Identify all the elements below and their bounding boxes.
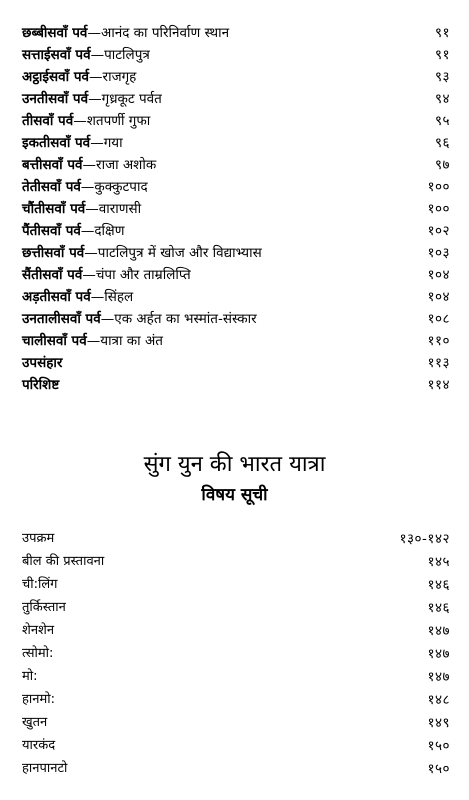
toc-entry	[22, 352, 450, 374]
toc-entry-subtitle: —शतपर्णी गुफा	[73, 113, 151, 129]
toc-entry-heading: सैंतीसवाँ पर्व	[22, 267, 83, 283]
toc-entry-heading: उनतालीसवाँ पर्व	[22, 311, 101, 327]
toc-entry	[22, 22, 450, 44]
toc-entry-heading: अड़तीसवाँ पर्व	[22, 289, 91, 305]
toc-entry	[22, 242, 450, 264]
toc-entry-title	[22, 286, 133, 308]
toc-entry	[22, 712, 450, 734]
toc-entry	[22, 758, 450, 780]
toc-entry-page: ९४	[434, 91, 450, 107]
toc-entry-title	[22, 44, 150, 66]
toc-entry-page: ११०	[427, 333, 450, 349]
toc-entry-title	[22, 330, 163, 352]
toc-entry-subtitle: —आनंद का परिनिर्वाण स्थान	[87, 25, 230, 41]
toc-entry-page: १०३	[427, 245, 450, 261]
toc-entry-subtitle: —कुक्कुटपाद	[80, 179, 148, 195]
toc-entry-page: ९१	[434, 47, 450, 63]
toc-entry	[22, 666, 450, 688]
toc-entry	[22, 330, 450, 352]
toc-entry-page: १०४	[427, 267, 450, 283]
toc-entry-heading: अट्ठाईसवाँ पर्व	[22, 69, 90, 85]
toc-entry	[22, 643, 450, 665]
toc-entry-page: ९३	[434, 69, 450, 85]
toc-entry-heading: छत्तीसवाँ पर्व	[22, 245, 85, 261]
toc-entry-title	[22, 88, 162, 110]
toc-entry-page: ११३	[427, 355, 450, 371]
toc-entry-title	[22, 308, 257, 330]
section-subheading: विषय सूची	[201, 485, 268, 505]
toc-entry-title	[22, 352, 62, 374]
toc-entry	[22, 551, 450, 573]
toc-entry	[22, 374, 450, 396]
toc-entry-page: १५०	[427, 738, 450, 754]
toc-entry-page: १०४	[427, 289, 450, 305]
toc-entry-heading: परिशिष्ट	[22, 377, 60, 393]
toc-entry	[22, 528, 450, 550]
toc-entry-subtitle: —राजगृह	[89, 69, 137, 85]
toc-entry-page: १३०-१४२	[399, 531, 450, 547]
toc-entry	[22, 110, 450, 132]
toc-entry-subtitle: —गृध्रकूट पर्वत	[88, 91, 162, 107]
toc-entry-heading: तीसवाँ पर्व	[22, 113, 74, 129]
toc-entry-subtitle: —पाटलिपुत्र में खोज और विद्याभ्यास	[84, 245, 262, 261]
toc-entry-subtitle: —दक्षिण	[80, 223, 125, 239]
toc-entry-title: उपक्रम	[22, 531, 55, 546]
toc-entry	[22, 198, 450, 220]
toc-entry-page: १५०	[427, 761, 450, 777]
toc-entry-title: त्सोमो:	[22, 646, 54, 661]
toc-entry-title	[22, 66, 136, 88]
toc-entry	[22, 735, 450, 757]
toc-entry-subtitle: —वाराणसी	[85, 201, 142, 217]
toc-entry-heading: उनतीसवाँ पर्व	[22, 91, 89, 107]
toc-entry-title	[22, 374, 59, 396]
toc-entry-heading: पैंतीसवाँ पर्व	[22, 223, 81, 239]
toc-entry-page: १००	[427, 201, 450, 217]
toc-entry	[22, 689, 450, 711]
toc-entry-subtitle: —पाटलिपुत्र	[90, 47, 150, 63]
toc-entry-page: १४५	[427, 554, 450, 570]
toc-entry-page: ९५	[434, 113, 450, 129]
toc-entry	[22, 176, 450, 198]
toc-entry-title: तुर्किस्तान	[22, 600, 66, 615]
toc-entry-subtitle: —एक अर्हत का भस्मांत-संस्कार	[100, 311, 257, 327]
toc-entry-subtitle: —राजा अशोक	[82, 157, 157, 173]
toc-entry-page: १४८	[427, 692, 450, 708]
toc-entry-page: १४७	[427, 669, 450, 685]
toc-entry-title: हानमो:	[22, 692, 56, 707]
toc-entry-title	[22, 198, 141, 220]
toc-entry	[22, 286, 450, 308]
toc-entry-subtitle: —चंपा और ताम्रलिप्ति	[82, 267, 191, 283]
toc-entry-page: १०८	[427, 311, 450, 327]
toc-entry-title	[22, 264, 191, 286]
toc-entry-title: मो:	[22, 669, 38, 684]
toc-entry-title	[22, 22, 229, 44]
toc-entry-title	[22, 110, 150, 132]
toc-entry	[22, 132, 450, 154]
toc-entry-page: १४७	[427, 623, 450, 639]
toc-entry	[22, 154, 450, 176]
toc-entry-title: शेनशेन	[22, 623, 55, 638]
toc-entry-page: १०२	[427, 223, 450, 239]
toc-entry-page: ९६	[434, 135, 450, 151]
toc-entry	[22, 264, 450, 286]
toc-entry	[22, 620, 450, 642]
toc-entry-page: १००	[427, 179, 450, 195]
toc-entry-subtitle: —गया	[90, 135, 123, 151]
toc-entry	[22, 597, 450, 619]
toc-entry-heading: बत्तीसवाँ पर्व	[22, 157, 83, 173]
toc-entry-title	[22, 176, 148, 198]
toc-entry-heading: सत्ताईसवाँ पर्व	[22, 47, 91, 63]
toc-entry	[22, 44, 450, 66]
toc-entry-page: ९७	[434, 157, 450, 173]
toc-entry	[22, 308, 450, 330]
toc-entry-title: ची:लिंग	[22, 577, 58, 592]
toc-entry-heading: तेतीसवाँ पर्व	[22, 179, 81, 195]
toc-entry-page: १४६	[427, 577, 450, 593]
toc-entry-heading: उपसंहार	[22, 355, 63, 371]
toc-entry-title: हानपानटो	[22, 761, 68, 776]
toc-entry-page: १४९	[427, 715, 450, 731]
toc-entry-page: ९१	[434, 25, 450, 41]
toc-entry-page: १४७	[427, 646, 450, 662]
toc-entry-subtitle: —यात्रा का अंत	[86, 333, 163, 349]
toc-entry	[22, 574, 450, 596]
toc-entry-heading: इकतीसवाँ पर्व	[22, 135, 91, 151]
toc-entry-title	[22, 132, 123, 154]
toc-entry-title	[22, 242, 262, 264]
toc-entry-heading: छब्बीसवाँ पर्व	[22, 25, 88, 41]
toc-entry-title: खुतन	[22, 715, 48, 730]
toc-entry-title: बील की प्रस्तावना	[22, 554, 105, 569]
toc-entry-title: यारकंद	[22, 738, 56, 753]
toc-entry-heading: चालीसवाँ पर्व	[22, 333, 87, 349]
toc-entry-subtitle: —सिंहल	[90, 289, 134, 305]
toc-entry-heading: चौंतीसवाँ पर्व	[22, 201, 86, 217]
toc-entry-title	[22, 154, 156, 176]
toc-entry-page: ११४	[427, 377, 450, 393]
toc-entry-title	[22, 220, 124, 242]
toc-entry	[22, 220, 450, 242]
toc-entry	[22, 88, 450, 110]
toc-entry-page: १४६	[427, 600, 450, 616]
section-heading: सुंग युन की भारत यात्रा	[143, 452, 326, 477]
toc-entry	[22, 66, 450, 88]
